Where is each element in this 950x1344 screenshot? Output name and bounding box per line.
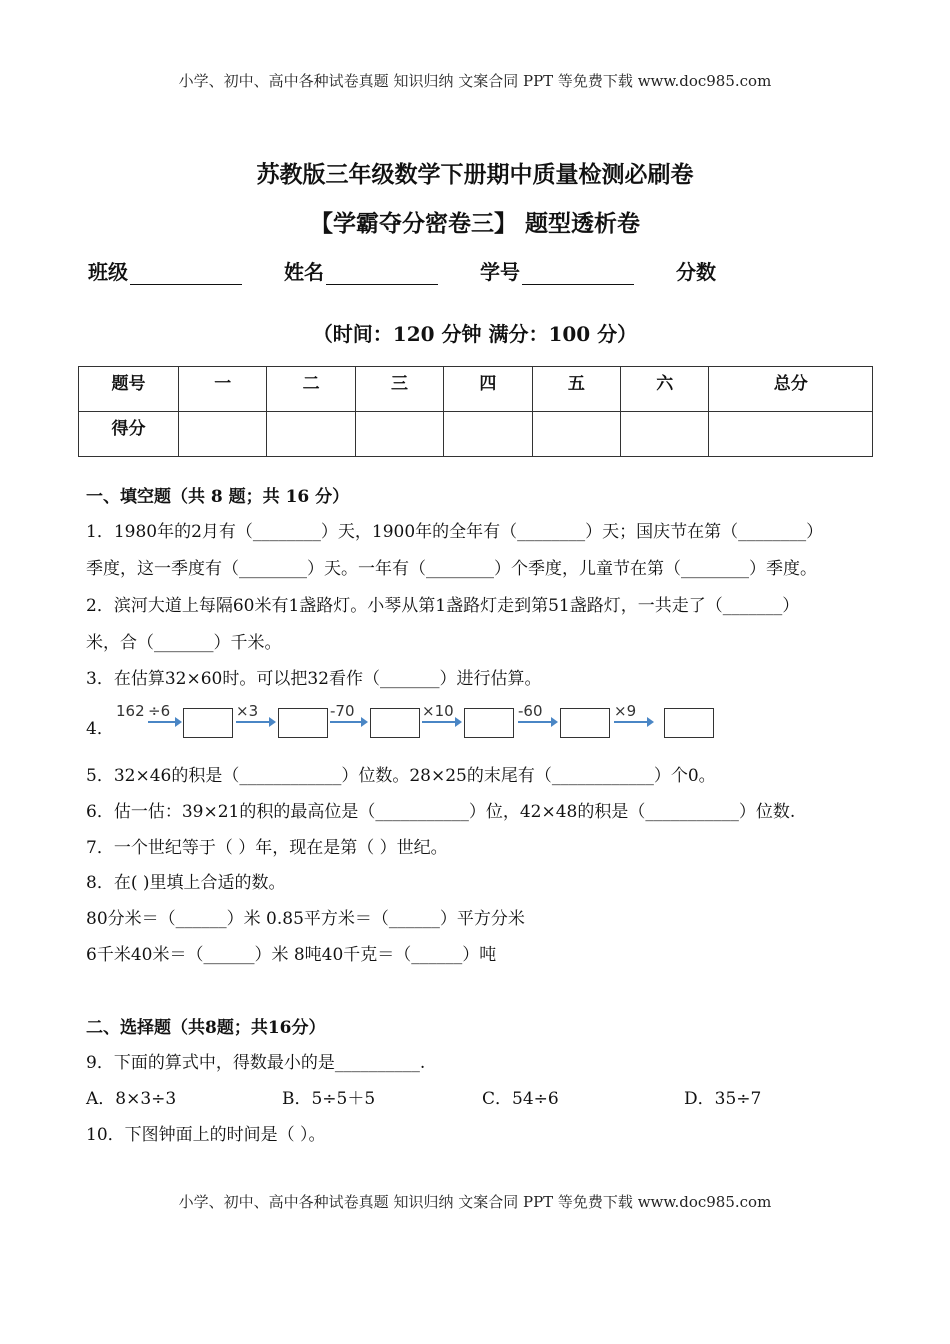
question-number-4: 4． xyxy=(86,719,114,739)
question-line: 5．32×46的积是（____________）位数。28×25的末尾有（____________）个0。 xyxy=(86,766,716,786)
question-line: 6．估一估：39×21的积的最高位是（___________）位，42×48的积是（___________）位数. xyxy=(86,802,796,822)
class-label: 班级 xyxy=(88,260,128,284)
chain-arrow-icon xyxy=(330,721,366,723)
chain-answer-box[interactable] xyxy=(464,708,514,738)
question-line: 季度，这一季度有（________）天。一年有（________）个季度，儿童节在第（________）季度。 xyxy=(86,559,817,579)
option-d[interactable]: D．35÷7 xyxy=(684,1089,762,1109)
question-line: 2．滨河大道上每隔60米有1盏路灯。小琴从第1盏路灯走到第51盏路灯，一共走了（_______） xyxy=(86,596,800,616)
option-a[interactable]: A．8×3÷3 xyxy=(86,1089,177,1109)
chain-op-label: -70 xyxy=(330,702,355,720)
question-9: 9．下面的算式中，得数最小的是__________. xyxy=(86,1053,426,1073)
question-10: 10．下图钟面上的时间是（ ）。 xyxy=(86,1125,326,1145)
chain-arrow-icon xyxy=(518,721,556,723)
chain-answer-box[interactable] xyxy=(560,708,610,738)
table-cell: 二 xyxy=(267,367,355,412)
option-c[interactable]: C．54÷6 xyxy=(482,1089,559,1109)
table-cell: 六 xyxy=(621,367,709,412)
score-label: 分数 xyxy=(676,260,716,284)
id-blank[interactable] xyxy=(522,266,634,285)
table-cell: 四 xyxy=(444,367,532,412)
score-input-cell[interactable] xyxy=(709,412,873,457)
score-input-cell[interactable] xyxy=(444,412,532,457)
calculation-chain xyxy=(86,704,726,740)
chain-op-label: ÷6 xyxy=(148,702,171,720)
question-line: 米，合（_______）千米。 xyxy=(86,633,282,653)
score-table-score-row xyxy=(79,412,873,457)
page-footer: 小学、初中、高中各种试卷真题 知识归纳 文案合同 PPT 等免费下载 www.doc985.com xyxy=(178,1193,772,1211)
table-cell: 总分 xyxy=(709,367,873,412)
chain-answer-box[interactable] xyxy=(664,708,714,738)
score-input-cell[interactable] xyxy=(621,412,709,457)
score-input-cell[interactable] xyxy=(355,412,443,457)
question-line: 80分米＝（______）米 0.85平方米＝（______）平方分米 xyxy=(86,909,525,929)
score-input-cell[interactable] xyxy=(179,412,267,457)
name-blank[interactable] xyxy=(326,266,438,285)
chain-arrow-icon xyxy=(614,721,652,723)
question-line: 8．在( )里填上合适的数。 xyxy=(86,873,286,893)
chain-arrow-icon xyxy=(236,721,274,723)
score-table xyxy=(78,366,873,457)
table-cell: 一 xyxy=(179,367,267,412)
chain-op-label: -60 xyxy=(518,702,543,720)
name-field xyxy=(284,256,438,285)
score-input-cell[interactable] xyxy=(267,412,355,457)
id-field xyxy=(480,256,634,285)
score-table-header-row xyxy=(79,367,873,412)
chain-arrow-icon xyxy=(422,721,460,723)
name-label: 姓名 xyxy=(284,260,324,284)
class-field xyxy=(88,256,242,285)
chain-op-label: ×9 xyxy=(614,702,637,720)
table-cell: 三 xyxy=(355,367,443,412)
question-line: 3．在估算32×60时。可以把32看作（_______）进行估算。 xyxy=(86,669,542,689)
student-info-line xyxy=(88,256,758,285)
section1-heading: 一、填空题（共 8 题；共 16 分） xyxy=(86,487,350,507)
chain-op-label: ×3 xyxy=(236,702,259,720)
chain-answer-box[interactable] xyxy=(278,708,328,738)
page-header: 小学、初中、高中各种试卷真题 知识归纳 文案合同 PPT 等免费下载 www.doc985.com xyxy=(178,72,772,90)
question-line: 1．1980年的2月有（________）天，1900年的全年有（________）天；国庆节在第（________） xyxy=(86,522,824,542)
question-line: 7．一个世纪等于（ ）年，现在是第（ ）世纪。 xyxy=(86,838,448,858)
chain-op-label: ×10 xyxy=(422,702,454,720)
exam-title: 苏教版三年级数学下册期中质量检测必刷卷 xyxy=(256,161,694,188)
score-field xyxy=(676,256,716,285)
class-blank[interactable] xyxy=(130,266,242,285)
section2-heading: 二、选择题（共8题；共16分） xyxy=(86,1018,326,1038)
exam-subtitle: 【学霸夺分密卷三】 题型透析卷 xyxy=(309,210,640,237)
chain-answer-box[interactable] xyxy=(183,708,233,738)
question-line: 6千米40米＝（______）米 8吨40千克＝（______）吨 xyxy=(86,945,497,965)
chain-answer-box[interactable] xyxy=(370,708,420,738)
table-cell: 得分 xyxy=(79,412,179,457)
chain-arrow-icon xyxy=(148,721,180,723)
table-cell: 题号 xyxy=(79,367,179,412)
id-label: 学号 xyxy=(480,260,520,284)
table-cell: 五 xyxy=(532,367,620,412)
time-and-score-line: （时间：120 分钟 满分：100 分） xyxy=(312,322,638,346)
score-input-cell[interactable] xyxy=(532,412,620,457)
chain-start-number: 162 xyxy=(116,702,145,720)
option-b[interactable]: B．5÷5＋5 xyxy=(282,1089,376,1109)
